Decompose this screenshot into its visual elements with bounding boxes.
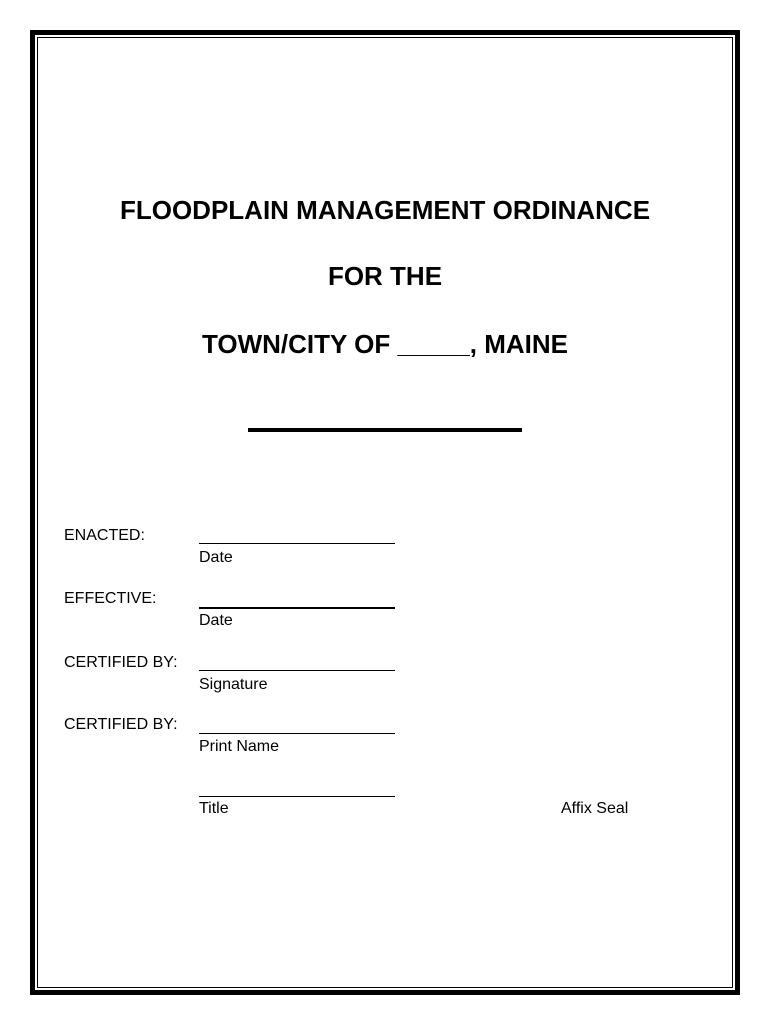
print-name-blank[interactable] xyxy=(199,733,395,734)
print-name-caption: Print Name xyxy=(199,738,280,755)
title-blank[interactable] xyxy=(199,796,395,797)
signature-blank[interactable] xyxy=(199,670,395,671)
enacted-label: ENACTED: xyxy=(64,527,145,544)
affix-seal-label: Affix Seal xyxy=(561,800,629,817)
signature-caption: Signature xyxy=(199,676,268,693)
ordinance-title: FLOODPLAIN MANAGEMENT ORDINANCE xyxy=(119,195,651,225)
ordinance-subtitle: FOR THE xyxy=(327,261,443,291)
page-border-inner xyxy=(37,37,733,988)
title-caption: Title xyxy=(199,800,229,817)
effective-date-blank[interactable] xyxy=(199,607,395,609)
enacted-date-blank[interactable] xyxy=(199,543,395,544)
certified-by-label-2: CERTIFIED BY: xyxy=(64,716,178,733)
effective-date-caption: Date xyxy=(199,612,233,629)
title-divider xyxy=(248,428,522,432)
effective-label: EFFECTIVE: xyxy=(64,590,157,607)
enacted-date-caption: Date xyxy=(199,549,233,566)
certified-by-label: CERTIFIED BY: xyxy=(64,654,178,671)
municipality-line: TOWN/CITY OF _____, MAINE xyxy=(201,329,568,359)
